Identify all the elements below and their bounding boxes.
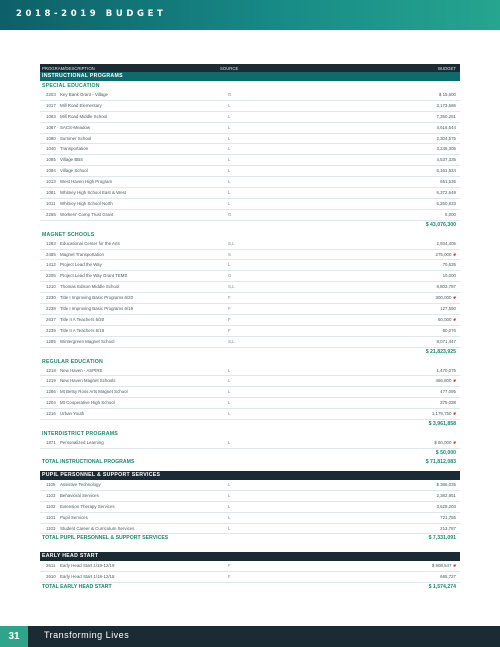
- table-row: [40, 376, 460, 387]
- table-row: [40, 155, 460, 166]
- table-row: [40, 502, 460, 513]
- budget-amount: 275,000 ✱: [435, 251, 456, 257]
- budget-amount: 6,372,649: [436, 190, 456, 196]
- table-row: [40, 398, 460, 409]
- asterisk-marker-icon: ✱: [452, 251, 456, 257]
- program-description: Pupil Services: [60, 514, 88, 520]
- program-description: Personalized Learning: [60, 440, 104, 446]
- table-row: [40, 239, 460, 250]
- budget-amount: 3,628,203: [436, 503, 456, 509]
- funding-source: F: [228, 574, 231, 580]
- total-amount: $ 1,574,274: [428, 584, 456, 591]
- program-code: 1013: [46, 179, 56, 185]
- table-row: [40, 326, 460, 337]
- funding-source: L: [228, 200, 231, 206]
- program-description: Village School: [60, 168, 88, 174]
- program-code: 1080: [46, 135, 56, 141]
- page-title: 2018-2019 BUDGET: [16, 9, 167, 19]
- program-description: Extension Therapy Services: [60, 503, 115, 509]
- budget-amount: 9,803,787: [436, 284, 456, 290]
- program-code: 1216: [46, 411, 56, 417]
- budget-table: [40, 64, 460, 591]
- table-row: [40, 366, 460, 377]
- program-description: Wintergreen Magnet School: [60, 338, 115, 344]
- program-code: 1412: [46, 262, 56, 268]
- asterisk-marker-icon: ✱: [452, 411, 456, 417]
- funding-source: S,L: [228, 284, 235, 290]
- program-code: 2238: [46, 306, 56, 312]
- program-code: 1040: [46, 146, 56, 152]
- table-row: [40, 90, 460, 101]
- budget-amount: 3,246,305: [436, 146, 456, 152]
- budget-amount: $ 15,600: [438, 92, 456, 97]
- program-code: 2611: [46, 563, 56, 569]
- funding-source: L: [228, 492, 231, 498]
- special-education-rows: [40, 90, 460, 221]
- program-description: Summer School: [60, 135, 92, 141]
- total-label: TOTAL EARLY HEAD START: [42, 584, 112, 591]
- program-description: Title I Improving Basic Programs 6/19: [60, 306, 134, 312]
- funding-source: F: [228, 316, 231, 322]
- page-header-banner: [0, 0, 500, 30]
- subsection-magnet-schools: MAGNET SCHOOLS: [42, 231, 95, 238]
- program-code: 2239: [46, 327, 56, 333]
- table-row: [40, 491, 460, 502]
- budget-amount: 1,179,750 ✱: [431, 411, 456, 417]
- column-budget-header: BUDGET: [438, 65, 456, 71]
- funding-source: L: [228, 378, 231, 384]
- interdistrict-subtotal: [40, 449, 460, 458]
- budget-amount: 80,076: [442, 327, 456, 333]
- funding-source: L: [228, 389, 231, 395]
- budget-amount: $ 50,000 ✱: [434, 440, 456, 446]
- funding-source: S: [228, 251, 231, 257]
- table-row: [40, 282, 460, 293]
- table-row: [40, 409, 460, 420]
- subsection-regular-education: REGULAR EDUCATION: [42, 358, 103, 365]
- total-label: TOTAL PUPIL PERSONNEL & SUPPORT SERVICES: [42, 535, 169, 542]
- budget-amount: 8,071,447: [436, 338, 456, 344]
- program-code: 1283: [46, 240, 56, 246]
- program-description: Educational Center for the Arts: [60, 240, 120, 246]
- subtotal-amount: $ 43,076,300: [425, 221, 456, 228]
- budget-amount: 4,616,544: [436, 124, 456, 130]
- funding-source: L: [228, 190, 231, 196]
- budget-amount: 5,000: [445, 211, 456, 217]
- program-description: New Haven - ASPIRE: [60, 367, 103, 373]
- table-row: [40, 271, 460, 282]
- program-code: 1218: [46, 367, 56, 373]
- table-row: [40, 304, 460, 315]
- subtotal-amount: $ 21,823,925: [425, 348, 456, 355]
- table-row: [40, 188, 460, 199]
- program-code: 2485: [46, 251, 56, 257]
- program-description: Magnet Transportation: [60, 251, 104, 257]
- section-pupil-personnel: PUPIL PERSONNEL & SUPPORT SERVICES: [40, 471, 460, 480]
- subtotal-amount: $ 50,000: [435, 449, 456, 456]
- budget-amount: $ 908,547 ✱: [431, 563, 456, 569]
- program-description: Key Bank Grant - Village: [60, 92, 108, 97]
- budget-amount: 4,537,335: [436, 157, 456, 163]
- funding-source: L: [228, 168, 231, 174]
- asterisk-marker-icon: ✱: [452, 563, 456, 569]
- program-description: Behavioral Services: [60, 492, 99, 498]
- program-description: Whitney High School North: [60, 200, 113, 206]
- program-description: Transportation: [60, 146, 89, 152]
- budget-amount: 300,000 ✱: [435, 295, 456, 301]
- funding-source: L: [228, 514, 231, 520]
- budget-amount: $ 386,035: [436, 481, 456, 487]
- funding-source: G: [228, 273, 232, 279]
- budget-amount: 1,470,075: [436, 367, 456, 373]
- program-code: 1103: [46, 492, 56, 498]
- funding-source: L: [228, 262, 231, 268]
- program-code: 1083: [46, 113, 56, 119]
- budget-amount: 7,350,251: [436, 113, 456, 119]
- section-early-head-start: EARLY HEAD START: [40, 552, 460, 561]
- column-header-row: [40, 64, 460, 72]
- funding-source: S,L: [228, 240, 235, 246]
- budget-amount: 2,934,405: [436, 240, 456, 246]
- table-row: [40, 293, 460, 304]
- regular-education-rows: [40, 366, 460, 420]
- funding-source: F: [228, 563, 231, 569]
- program-code: 1084: [46, 168, 56, 174]
- program-code: 1204: [46, 400, 56, 406]
- table-row: [40, 480, 460, 491]
- asterisk-marker-icon: ✱: [452, 440, 456, 446]
- page-number: 31: [0, 626, 28, 647]
- program-code: 1017: [46, 102, 56, 108]
- funding-source: L: [228, 179, 231, 185]
- budget-amount: 6,161,534: [436, 168, 456, 174]
- funding-source: L: [228, 400, 231, 406]
- funding-source: S,L: [228, 338, 235, 344]
- table-row: [40, 524, 460, 535]
- program-description: Mt Betsy Ross Arts Magnet School: [60, 389, 128, 395]
- table-row: [40, 177, 460, 188]
- table-row: [40, 134, 460, 145]
- program-description: SACS-Meadow: [60, 124, 91, 130]
- table-row: [40, 101, 460, 112]
- program-code: 1011: [46, 200, 56, 206]
- budget-amount: 127,590: [440, 306, 456, 312]
- total-early-head-start: [40, 583, 460, 591]
- subtotal-amount: $ 3,961,858: [428, 421, 456, 428]
- table-row: [40, 260, 460, 271]
- funding-source: F: [228, 295, 231, 301]
- funding-source: L: [228, 113, 231, 119]
- pupil-personnel-rows: [40, 480, 460, 534]
- program-code: 1219: [46, 378, 56, 384]
- total-label: TOTAL INSTRUCTIONAL PROGRAMS: [42, 458, 135, 465]
- funding-source: F: [228, 327, 231, 333]
- table-row: [40, 199, 460, 210]
- program-description: Project Lead the Way: [60, 262, 102, 268]
- budget-amount: 70,635: [442, 262, 456, 268]
- funding-source: L: [228, 146, 231, 152]
- program-description: Student Career & Curriculum Services: [60, 525, 135, 531]
- program-description: New Haven Magnet Schools: [60, 378, 116, 384]
- funding-source: F: [228, 306, 231, 312]
- program-code: 2203: [46, 92, 56, 97]
- program-code: 1081: [46, 190, 56, 196]
- funding-source: L: [228, 503, 231, 509]
- program-description: Early Head Start 1/18-12/18: [60, 574, 115, 580]
- page-footer: [0, 626, 500, 647]
- program-code: 2637: [46, 316, 56, 322]
- table-row: [40, 123, 460, 134]
- program-code: 1102: [46, 503, 56, 509]
- funding-source: L: [228, 481, 231, 487]
- total-amount: $ 71,812,083: [425, 458, 456, 465]
- program-code: 1105: [46, 481, 56, 487]
- program-code: 2610: [46, 574, 56, 580]
- special-education-subtotal: [40, 221, 460, 230]
- funding-source: G: [228, 92, 232, 97]
- column-program-header: PROGRAM/DESCRIPTION: [42, 65, 95, 71]
- program-description: Urban Youth: [60, 411, 85, 417]
- budget-amount: 3,173,686: [436, 102, 456, 108]
- table-row: [40, 210, 460, 221]
- budget-amount: 10,000: [442, 273, 456, 279]
- program-description: Title I Improving Basic Programs 6/20: [60, 295, 134, 301]
- program-description: Assistive Technology: [60, 481, 101, 487]
- magnet-schools-subtotal: [40, 348, 460, 357]
- budget-amount: 721,755: [440, 514, 456, 520]
- program-code: 1087: [46, 124, 56, 130]
- regular-education-subtotal: [40, 420, 460, 429]
- column-source-header: SOURCE: [220, 65, 239, 71]
- funding-source: L: [228, 124, 231, 130]
- program-code: 1101: [46, 514, 56, 520]
- table-row: [40, 144, 460, 155]
- program-code: 2205: [46, 273, 56, 279]
- program-description: Thomas Edison Middle School: [60, 284, 120, 290]
- early-head-start-rows: [40, 561, 460, 583]
- program-description: Workers' Comp Trust Grant: [60, 211, 114, 217]
- program-description: West Haven High Program: [60, 179, 113, 185]
- budget-amount: 651,536: [440, 179, 456, 185]
- program-code: 1103: [46, 525, 56, 531]
- program-description: Title II A Teachers 6/19: [60, 327, 105, 333]
- asterisk-marker-icon: ✱: [452, 316, 456, 322]
- program-code: 1210: [46, 284, 56, 290]
- funding-source: L: [228, 102, 231, 108]
- total-pupil-personnel: [40, 534, 460, 542]
- budget-amount: 2,304,575: [436, 135, 456, 141]
- table-row: [40, 337, 460, 348]
- asterisk-marker-icon: ✱: [452, 295, 456, 301]
- total-instructional-programs: [40, 458, 460, 466]
- budget-amount: 665,727: [440, 574, 456, 580]
- program-code: 2230: [46, 295, 56, 301]
- program-code: 1285: [46, 338, 56, 344]
- footer-tagline: Transforming Lives: [44, 630, 130, 640]
- magnet-schools-rows: [40, 239, 460, 348]
- budget-amount: 375,038: [440, 400, 456, 406]
- budget-amount: 50,000 ✱: [437, 316, 456, 322]
- table-row: [40, 438, 460, 449]
- funding-source: L: [228, 440, 231, 446]
- program-description: Mill Road Elementary: [60, 102, 102, 108]
- interdistrict-rows: [40, 438, 460, 449]
- table-row: [40, 166, 460, 177]
- program-description: Village BBS: [60, 157, 84, 163]
- table-row: [40, 112, 460, 123]
- program-description: Project Lead the Way Grant TEMS: [60, 273, 128, 279]
- budget-amount: 456,800 ✱: [435, 378, 456, 384]
- funding-source: L: [228, 525, 231, 531]
- funding-source: L: [228, 411, 231, 417]
- budget-amount: 213,787: [440, 525, 456, 531]
- program-code: 2265: [46, 211, 56, 217]
- program-code: 1871: [46, 440, 56, 446]
- section-instructional-programs: INSTRUCTIONAL PROGRAMS: [40, 72, 460, 81]
- table-row: [40, 561, 460, 572]
- asterisk-marker-icon: ✱: [452, 378, 456, 384]
- funding-source: G: [228, 211, 232, 217]
- program-code: 1286: [46, 389, 56, 395]
- funding-source: L: [228, 157, 231, 163]
- program-description: Mt Cooperative High School: [60, 400, 115, 406]
- table-row: [40, 250, 460, 261]
- funding-source: L: [228, 367, 231, 373]
- program-description: Early Head Start 1/19-12/19: [60, 563, 115, 569]
- table-row: [40, 513, 460, 524]
- subsection-special-education: SPECIAL EDUCATION: [42, 83, 100, 89]
- program-code: 1085: [46, 157, 56, 163]
- program-description: Title II A Teachers 6/20: [60, 316, 105, 322]
- table-row: [40, 315, 460, 326]
- program-description: Mill Road Middle School: [60, 113, 108, 119]
- table-row: [40, 572, 460, 583]
- table-row: [40, 387, 460, 398]
- total-amount: $ 7,331,091: [428, 535, 456, 542]
- program-description: Whitney High School East & West: [60, 190, 127, 196]
- budget-amount: 5,250,833: [436, 200, 456, 206]
- funding-source: L: [228, 135, 231, 141]
- subsection-interdistrict-programs: INTERDISTRICT PROGRAMS: [42, 431, 118, 438]
- budget-amount: 2,382,851: [436, 492, 456, 498]
- budget-amount: 477,095: [440, 389, 456, 395]
